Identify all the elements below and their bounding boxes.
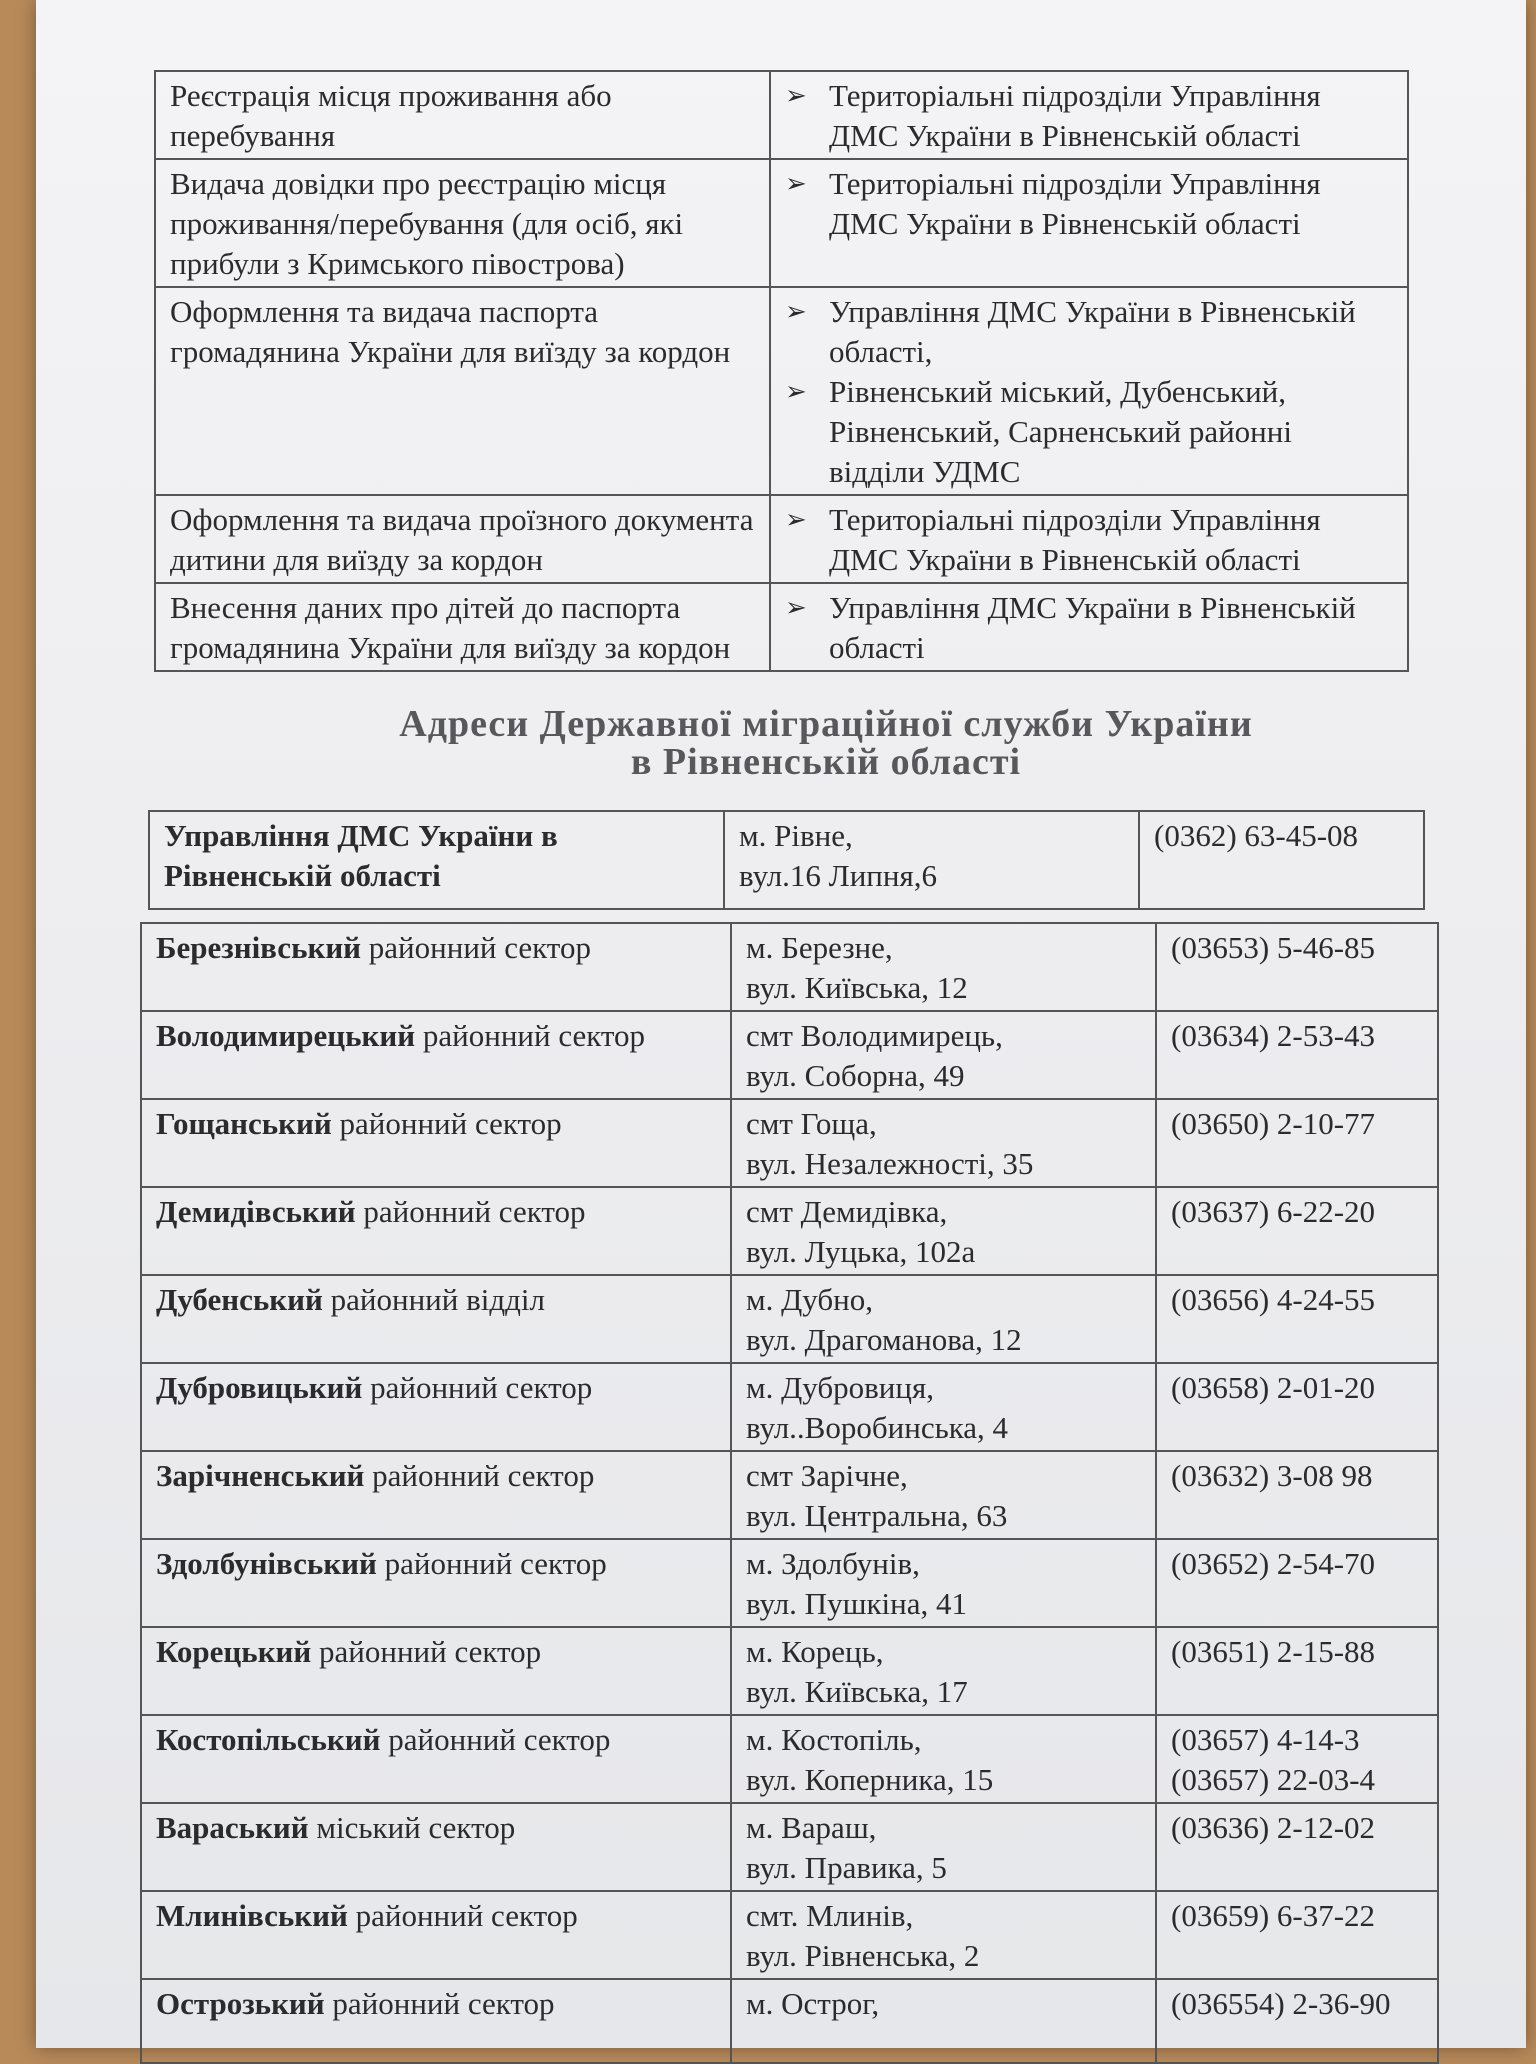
service-offices bbox=[770, 159, 1408, 287]
service-row bbox=[155, 495, 1408, 583]
sector-name-bold: Дубенський bbox=[156, 1282, 323, 1317]
sector-row bbox=[141, 1275, 1438, 1363]
sector-name-cell bbox=[141, 1363, 731, 1451]
sector-city: м. Березне, bbox=[746, 930, 893, 965]
main-office-street: вул.16 Липня,6 bbox=[739, 858, 937, 893]
sector-row bbox=[141, 1363, 1438, 1451]
sector-name-type: районний сектор bbox=[311, 1634, 542, 1669]
sector-city: смт Гоща, bbox=[746, 1106, 877, 1141]
document-page bbox=[36, 0, 1526, 2048]
sector-city: м. Костопіль, bbox=[746, 1722, 922, 1757]
sector-name-type: районний сектор bbox=[361, 930, 591, 965]
sector-address-cell bbox=[731, 1187, 1156, 1275]
sector-name-bold: Корецький bbox=[156, 1634, 312, 1669]
main-office-row bbox=[149, 811, 1424, 909]
sector-street: вул..Воробинська, 4 bbox=[746, 1410, 1009, 1445]
sector-phone: (03658) 2-01-20 bbox=[1171, 1370, 1376, 1405]
service-office-item: ➢ Рівненський міський, Дубенський, Рівненський, Сарненський районні відділи УДМС bbox=[785, 372, 1393, 492]
sector-address-cell bbox=[731, 1275, 1156, 1363]
sector-phone-cell bbox=[1156, 1187, 1438, 1275]
service-offices bbox=[770, 583, 1408, 671]
sector-name-cell bbox=[141, 1627, 731, 1715]
sector-row bbox=[141, 1099, 1438, 1187]
main-office-city: м. Рівне, bbox=[739, 818, 853, 853]
service-name: Реєстрація місця проживання або перебування bbox=[155, 71, 770, 159]
sector-city: м. Дубно, bbox=[746, 1282, 873, 1317]
sector-name-bold: Зарічненський bbox=[156, 1458, 365, 1493]
sector-city: смт Демидівка, bbox=[746, 1194, 948, 1229]
sector-city: м. Вараш, bbox=[746, 1810, 877, 1845]
sector-name-cell bbox=[141, 1715, 731, 1803]
service-row bbox=[155, 287, 1408, 495]
sector-address-cell bbox=[731, 1803, 1156, 1891]
sector-name-type: міський сектор bbox=[308, 1810, 516, 1845]
main-office-phone-cell bbox=[1139, 811, 1424, 909]
sector-phone: (03651) 2-15-88 bbox=[1171, 1634, 1376, 1669]
sector-name-bold: Острозький bbox=[156, 1986, 325, 2021]
sector-phone-cell bbox=[1156, 1979, 1438, 2063]
sector-phone: (03657) 4-14-3 bbox=[1171, 1722, 1360, 1757]
sector-street: вул. Коперника, 15 bbox=[746, 1762, 994, 1797]
sector-phone: (03632) 3-08 98 bbox=[1171, 1458, 1373, 1493]
sector-name-cell bbox=[141, 1099, 731, 1187]
sector-row bbox=[141, 1891, 1438, 1979]
sector-street: вул. Незалежності, 35 bbox=[746, 1146, 1034, 1181]
sector-row bbox=[141, 1627, 1438, 1715]
sector-phone: (03636) 2-12-02 bbox=[1171, 1810, 1376, 1845]
sector-name-cell bbox=[141, 1451, 731, 1539]
sector-street: вул. Рівненська, 2 bbox=[746, 1938, 980, 1973]
heading-line-1: Адреси Державної міграційної служби України bbox=[399, 703, 1253, 745]
sector-row bbox=[141, 923, 1438, 1011]
sector-city: м. Здолбунів, bbox=[746, 1546, 920, 1581]
sector-phone-cell bbox=[1156, 1275, 1438, 1363]
sector-name-bold: Березнівський bbox=[156, 930, 362, 965]
sector-name-cell bbox=[141, 1979, 731, 2063]
service-offices bbox=[770, 287, 1408, 495]
sector-address-cell bbox=[731, 1627, 1156, 1715]
service-row bbox=[155, 71, 1408, 159]
sector-name-bold: Володимирецький bbox=[156, 1018, 416, 1053]
service-row bbox=[155, 583, 1408, 671]
sector-address-cell bbox=[731, 1979, 1156, 2063]
sector-row bbox=[141, 1187, 1438, 1275]
page-heading bbox=[196, 705, 1456, 781]
sector-name-type: районний відділ bbox=[322, 1282, 545, 1317]
service-offices bbox=[770, 495, 1408, 583]
sector-phone: (03656) 4-24-55 bbox=[1171, 1282, 1376, 1317]
service-office-item: ➢ Управління ДМС України в Рівненській області, bbox=[785, 292, 1393, 372]
service-office-item: ➢ Територіальні підрозділи Управління ДМС України в Рівненській області bbox=[785, 500, 1393, 580]
sector-address-cell bbox=[731, 1099, 1156, 1187]
sector-street: вул. Луцька, 102а bbox=[746, 1234, 976, 1269]
main-office-table bbox=[148, 810, 1425, 910]
sector-street: вул. Пушкіна, 41 bbox=[746, 1586, 967, 1621]
sector-phone-cell bbox=[1156, 1891, 1438, 1979]
main-office-phone: (0362) 63-45-08 bbox=[1154, 818, 1359, 853]
sector-row bbox=[141, 1539, 1438, 1627]
main-office-name: Управління ДМС України в Рівненській області bbox=[164, 818, 558, 893]
service-row bbox=[155, 159, 1408, 287]
sector-phone: (036554) 2-36-90 bbox=[1171, 1986, 1391, 2021]
sector-name-type: районний сектор bbox=[376, 1546, 607, 1581]
service-name: Оформлення та видача проїзного документа дитини для виїзду за кордон bbox=[155, 495, 770, 583]
sector-address-cell bbox=[731, 1715, 1156, 1803]
sector-name-bold: Костопільський bbox=[156, 1722, 381, 1757]
service-office-item: ➢ Територіальні підрозділи Управління ДМС України в Рівненській області bbox=[785, 76, 1393, 156]
sector-phone-cell bbox=[1156, 1363, 1438, 1451]
sector-name-type: районний сектор bbox=[380, 1722, 611, 1757]
sector-city: м. Корець, bbox=[746, 1634, 884, 1669]
sector-phone: (03637) 6-22-20 bbox=[1171, 1194, 1376, 1229]
sector-phone-cell bbox=[1156, 1539, 1438, 1627]
heading-line-2: в Рівненській області bbox=[630, 741, 1022, 783]
sector-name-bold: Здолбунівський bbox=[156, 1546, 377, 1581]
sector-city: м. Острог, bbox=[746, 1986, 880, 2021]
sector-phone: (03650) 2-10-77 bbox=[1171, 1106, 1376, 1141]
sector-name-bold: Дубровицький bbox=[156, 1370, 363, 1405]
sector-street: вул. Київська, 12 bbox=[746, 970, 968, 1005]
sector-name-cell bbox=[141, 1803, 731, 1891]
service-offices bbox=[770, 71, 1408, 159]
sector-phone: (03653) 5-46-85 bbox=[1171, 930, 1376, 965]
sector-phone-cell bbox=[1156, 1627, 1438, 1715]
sector-name-cell bbox=[141, 1275, 731, 1363]
sector-name-type: районний сектор bbox=[347, 1898, 578, 1933]
sector-name-bold: Гощанський bbox=[156, 1106, 332, 1141]
sector-name-cell bbox=[141, 1891, 731, 1979]
service-name: Внесення даних про дітей до паспорта громадянина України для виїзду за кордон bbox=[155, 583, 770, 671]
sector-street: вул. Правика, 5 bbox=[746, 1850, 947, 1885]
sector-row bbox=[141, 1451, 1438, 1539]
sector-street: вул. Центральна, 63 bbox=[746, 1498, 1008, 1533]
sector-city: смт Володимирець, bbox=[746, 1018, 1003, 1053]
sector-phone-cell bbox=[1156, 1803, 1438, 1891]
main-office-name-cell bbox=[149, 811, 724, 909]
sector-row bbox=[141, 1979, 1438, 2063]
sector-address-cell bbox=[731, 1451, 1156, 1539]
sector-row bbox=[141, 1803, 1438, 1891]
sector-name-cell bbox=[141, 1011, 731, 1099]
sector-name-type: районний сектор bbox=[324, 1986, 555, 2021]
sector-address-cell bbox=[731, 1011, 1156, 1099]
service-name: Оформлення та видача паспорта громадянина України для виїзду за кордон bbox=[155, 287, 770, 495]
sector-name-bold: Вараський bbox=[156, 1810, 309, 1845]
sector-phone: (03657) 22-03-4 bbox=[1171, 1762, 1376, 1797]
sector-row bbox=[141, 1011, 1438, 1099]
sector-name-type: районний сектор bbox=[415, 1018, 646, 1053]
service-office-item: ➢ Територіальні підрозділи Управління ДМС України в Рівненській області bbox=[785, 164, 1393, 244]
sector-name-type: районний сектор bbox=[362, 1370, 593, 1405]
sector-name-cell bbox=[141, 1187, 731, 1275]
services-table bbox=[154, 70, 1409, 672]
sector-name-cell bbox=[141, 1539, 731, 1627]
sector-street: вул. Київська, 17 bbox=[746, 1674, 968, 1709]
sector-city: смт. Млинів, bbox=[746, 1898, 914, 1933]
sector-name-type: районний сектор bbox=[355, 1194, 586, 1229]
service-name: Видача довідки про реєстрацію місця проживання/перебування (для осіб, які прибули з Кримського півострова) bbox=[155, 159, 770, 287]
service-office-item: ➢ Управління ДМС України в Рівненській області bbox=[785, 588, 1393, 668]
sector-street: вул. Соборна, 49 bbox=[746, 1058, 965, 1093]
sector-name-type: районний сектор bbox=[364, 1458, 595, 1493]
sector-phone-cell bbox=[1156, 1715, 1438, 1803]
sector-name-cell bbox=[141, 923, 731, 1011]
sector-address-cell bbox=[731, 923, 1156, 1011]
sector-address-cell bbox=[731, 1891, 1156, 1979]
sector-phone: (03634) 2-53-43 bbox=[1171, 1018, 1376, 1053]
sector-street: вул. Драгоманова, 12 bbox=[746, 1322, 1022, 1357]
sector-phone-cell bbox=[1156, 923, 1438, 1011]
sector-phone-cell bbox=[1156, 1451, 1438, 1539]
sector-phone: (03652) 2-54-70 bbox=[1171, 1546, 1376, 1581]
sector-phone-cell bbox=[1156, 1011, 1438, 1099]
sector-city: смт Зарічне, bbox=[746, 1458, 908, 1493]
sector-row bbox=[141, 1715, 1438, 1803]
sector-name-bold: Демидівський bbox=[156, 1194, 356, 1229]
sector-phone-cell bbox=[1156, 1099, 1438, 1187]
sector-address-cell bbox=[731, 1363, 1156, 1451]
main-office-address-cell bbox=[724, 811, 1139, 909]
sector-name-type: районний сектор bbox=[331, 1106, 562, 1141]
sector-phone: (03659) 6-37-22 bbox=[1171, 1898, 1376, 1933]
sector-name-bold: Млинівський bbox=[156, 1898, 348, 1933]
sector-address-cell bbox=[731, 1539, 1156, 1627]
sectors-table bbox=[140, 922, 1439, 2064]
sector-city: м. Дубровиця, bbox=[746, 1370, 934, 1405]
